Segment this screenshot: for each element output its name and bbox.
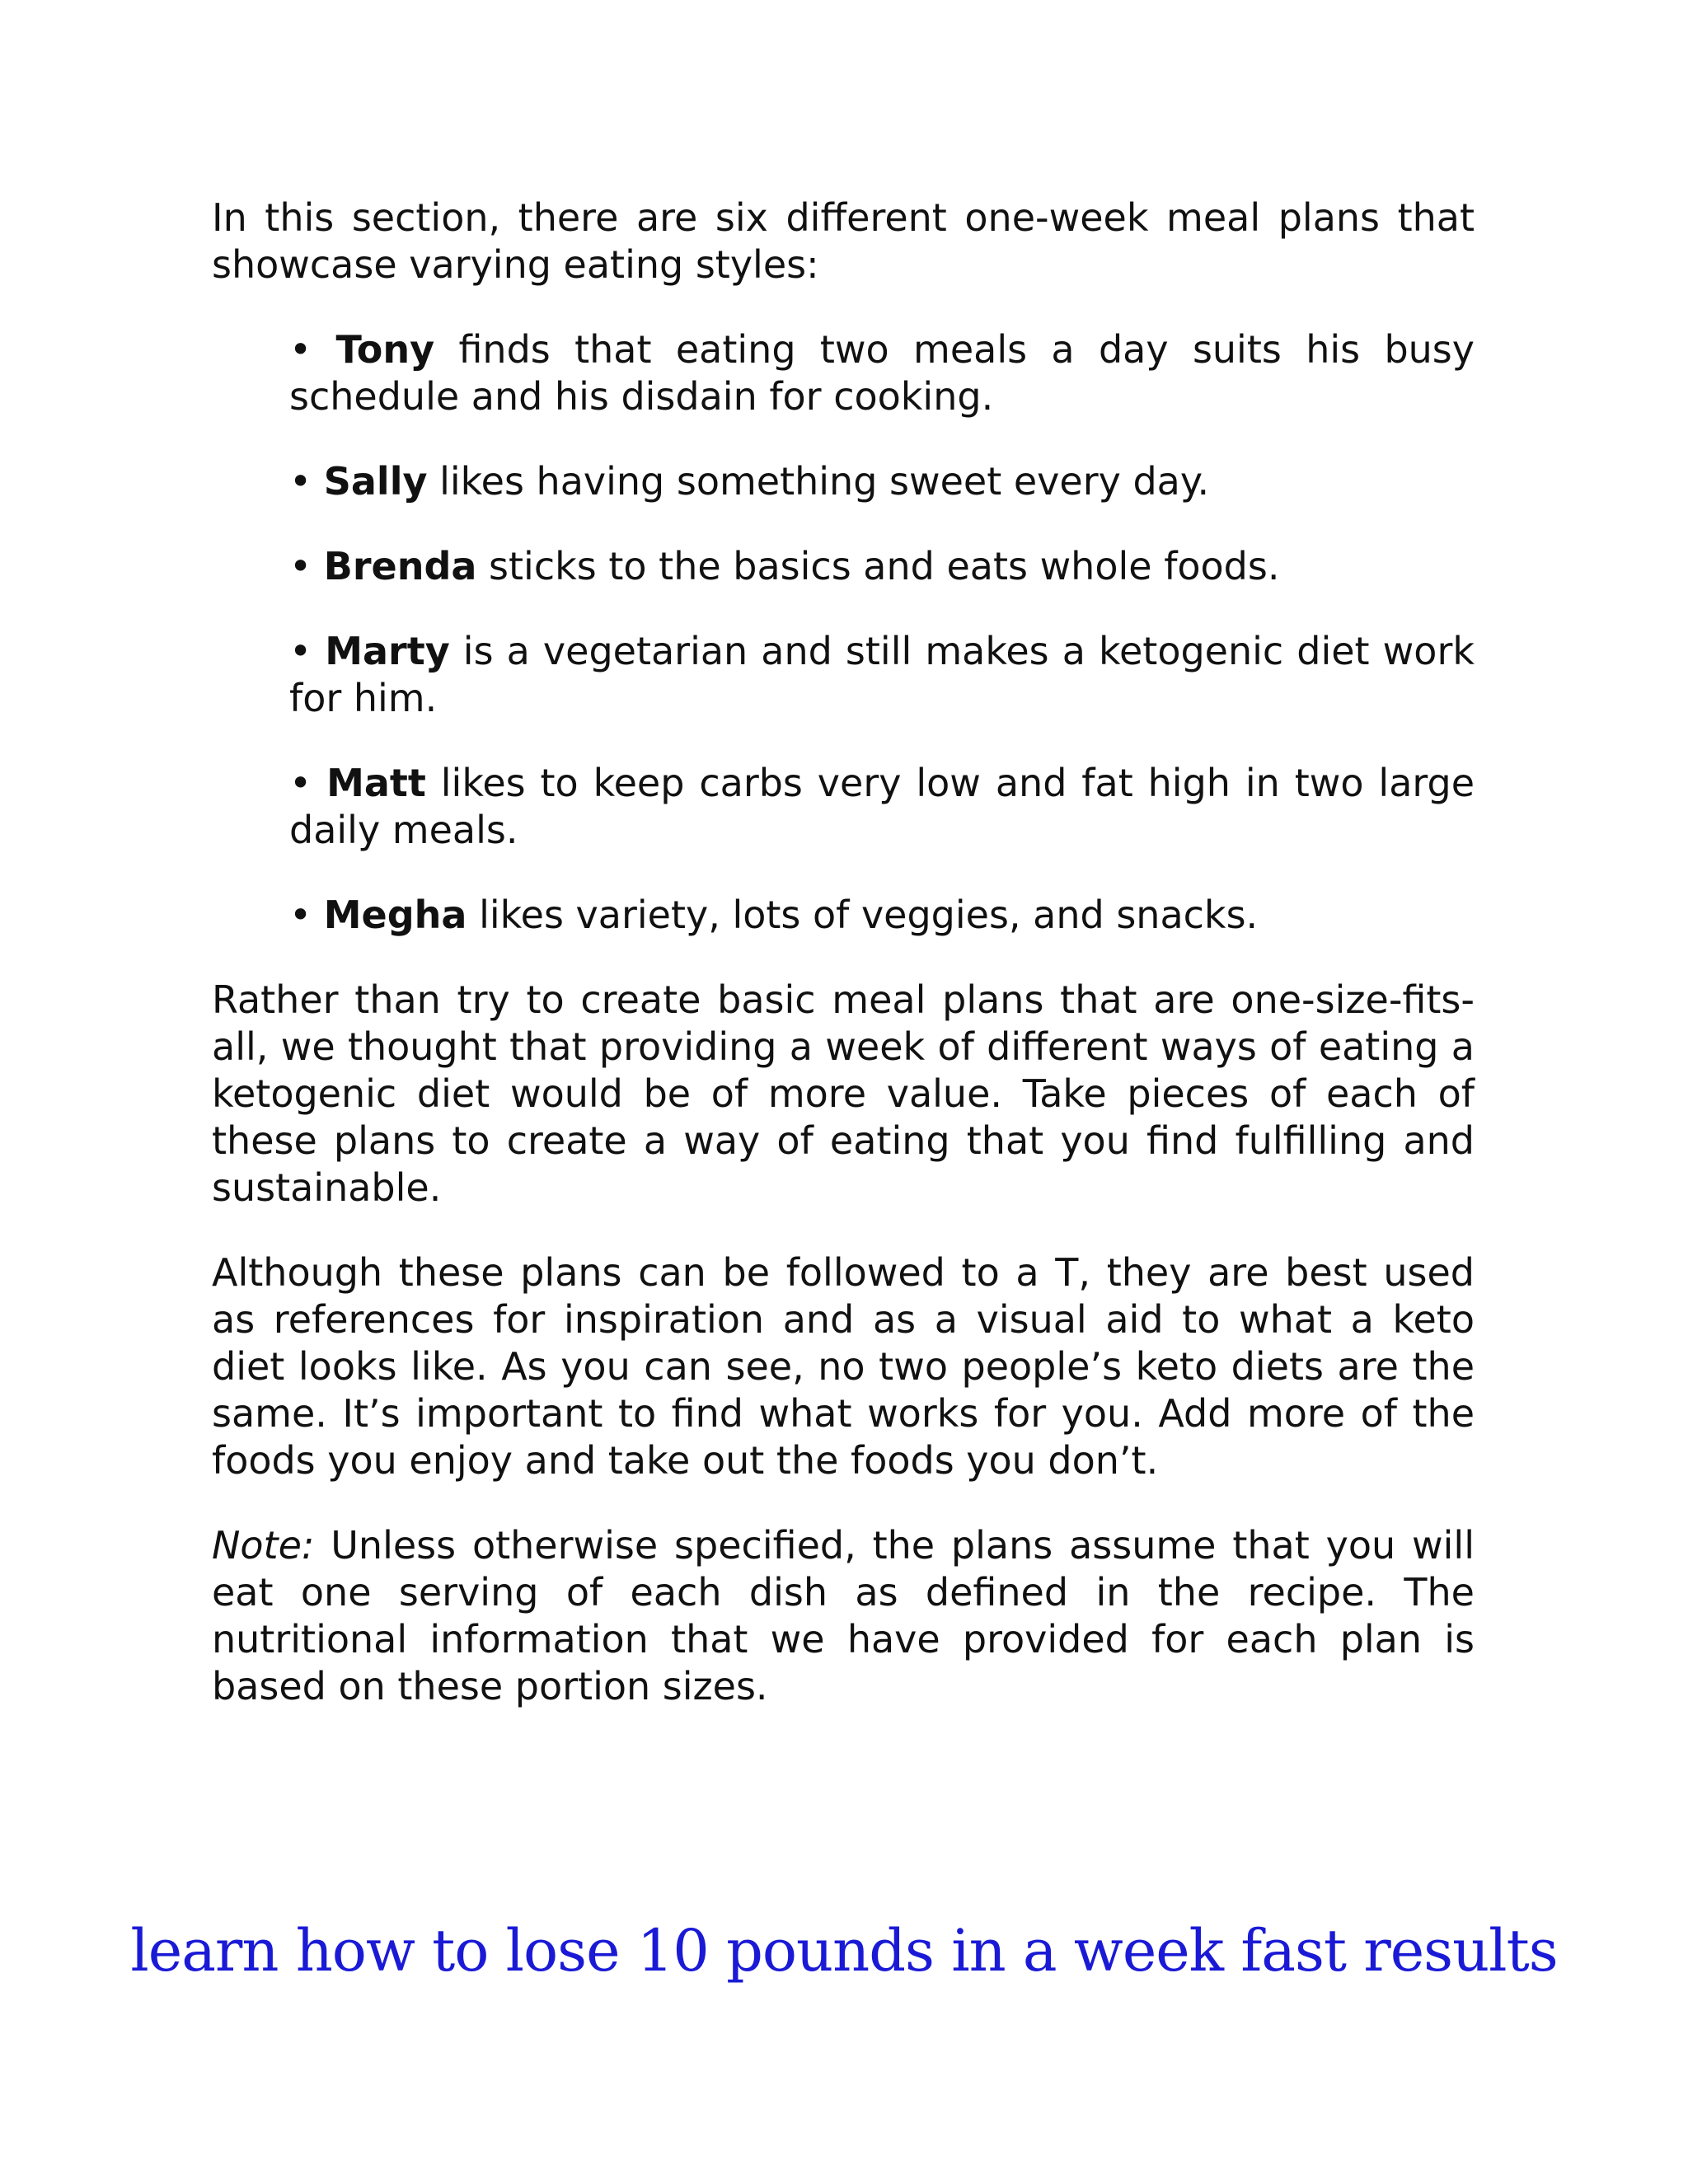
bullet-symbol: • bbox=[289, 893, 312, 937]
list-item bbox=[289, 892, 1475, 939]
list-item bbox=[289, 326, 1475, 420]
note-label: Note: bbox=[212, 1523, 315, 1568]
bullet-symbol: • bbox=[289, 327, 312, 372]
person-name: Marty bbox=[325, 629, 450, 673]
document-page bbox=[212, 194, 1475, 1748]
bullet-symbol: • bbox=[289, 761, 312, 805]
list-item bbox=[289, 543, 1475, 590]
list-item bbox=[289, 628, 1475, 722]
person-name: Matt bbox=[326, 761, 426, 805]
body-paragraph-2: Although these plans can be followed to a T, they are best used as references for inspiration and as a visual aid to what a keto diet looks like. As you can see, no two people’s keto diets are the same. It’s important to find what works for you. Add more of the foods you enjoy and take out the foods you don’t. bbox=[212, 1250, 1475, 1483]
intro-paragraph: In this section, there are six different one-week meal plans that showcase varying eating styles: bbox=[212, 195, 1475, 287]
meal-plan-list bbox=[212, 326, 1475, 939]
note-paragraph bbox=[212, 1522, 1475, 1710]
body-paragraph-1: Rather than try to create basic meal plans that are one-size-fits-all, we thought that providing a week of different ways of eating a ketogenic diet would be of more value. Take pieces of each of these plans to create a way of eating that you find fulfilling and sustainable. bbox=[212, 977, 1475, 1210]
person-name: Sally bbox=[323, 459, 428, 504]
bullet-symbol: • bbox=[289, 459, 312, 504]
person-name: Brenda bbox=[323, 544, 477, 588]
note-text: Unless otherwise specified, the plans assume that you will eat one serving of each dish as defined in the recipe. The nutritional information that we have provided for each plan is based on these portion sizes. bbox=[212, 1523, 1475, 1708]
list-item bbox=[289, 760, 1475, 854]
bullet-symbol: • bbox=[289, 544, 312, 588]
person-description: finds that eating two meals a day suits his busy schedule and his disdain for cooking. bbox=[289, 327, 1475, 419]
person-description: likes to keep carbs very low and fat high in two large daily meals. bbox=[289, 761, 1475, 852]
person-description: likes having something sweet every day. bbox=[427, 459, 1210, 504]
bullet-symbol: • bbox=[289, 629, 312, 673]
person-description: sticks to the basics and eats whole foods. bbox=[476, 544, 1280, 588]
list-item bbox=[289, 458, 1475, 505]
person-description: likes variety, lots of veggies, and snacks. bbox=[467, 893, 1259, 937]
person-description: is a vegetarian and still makes a ketogenic diet work for him. bbox=[289, 629, 1475, 720]
person-name: Megha bbox=[323, 893, 467, 937]
person-name: Tony bbox=[335, 327, 435, 372]
promo-link[interactable]: learn how to lose 10 pounds in a week fast results bbox=[130, 1917, 1558, 1985]
